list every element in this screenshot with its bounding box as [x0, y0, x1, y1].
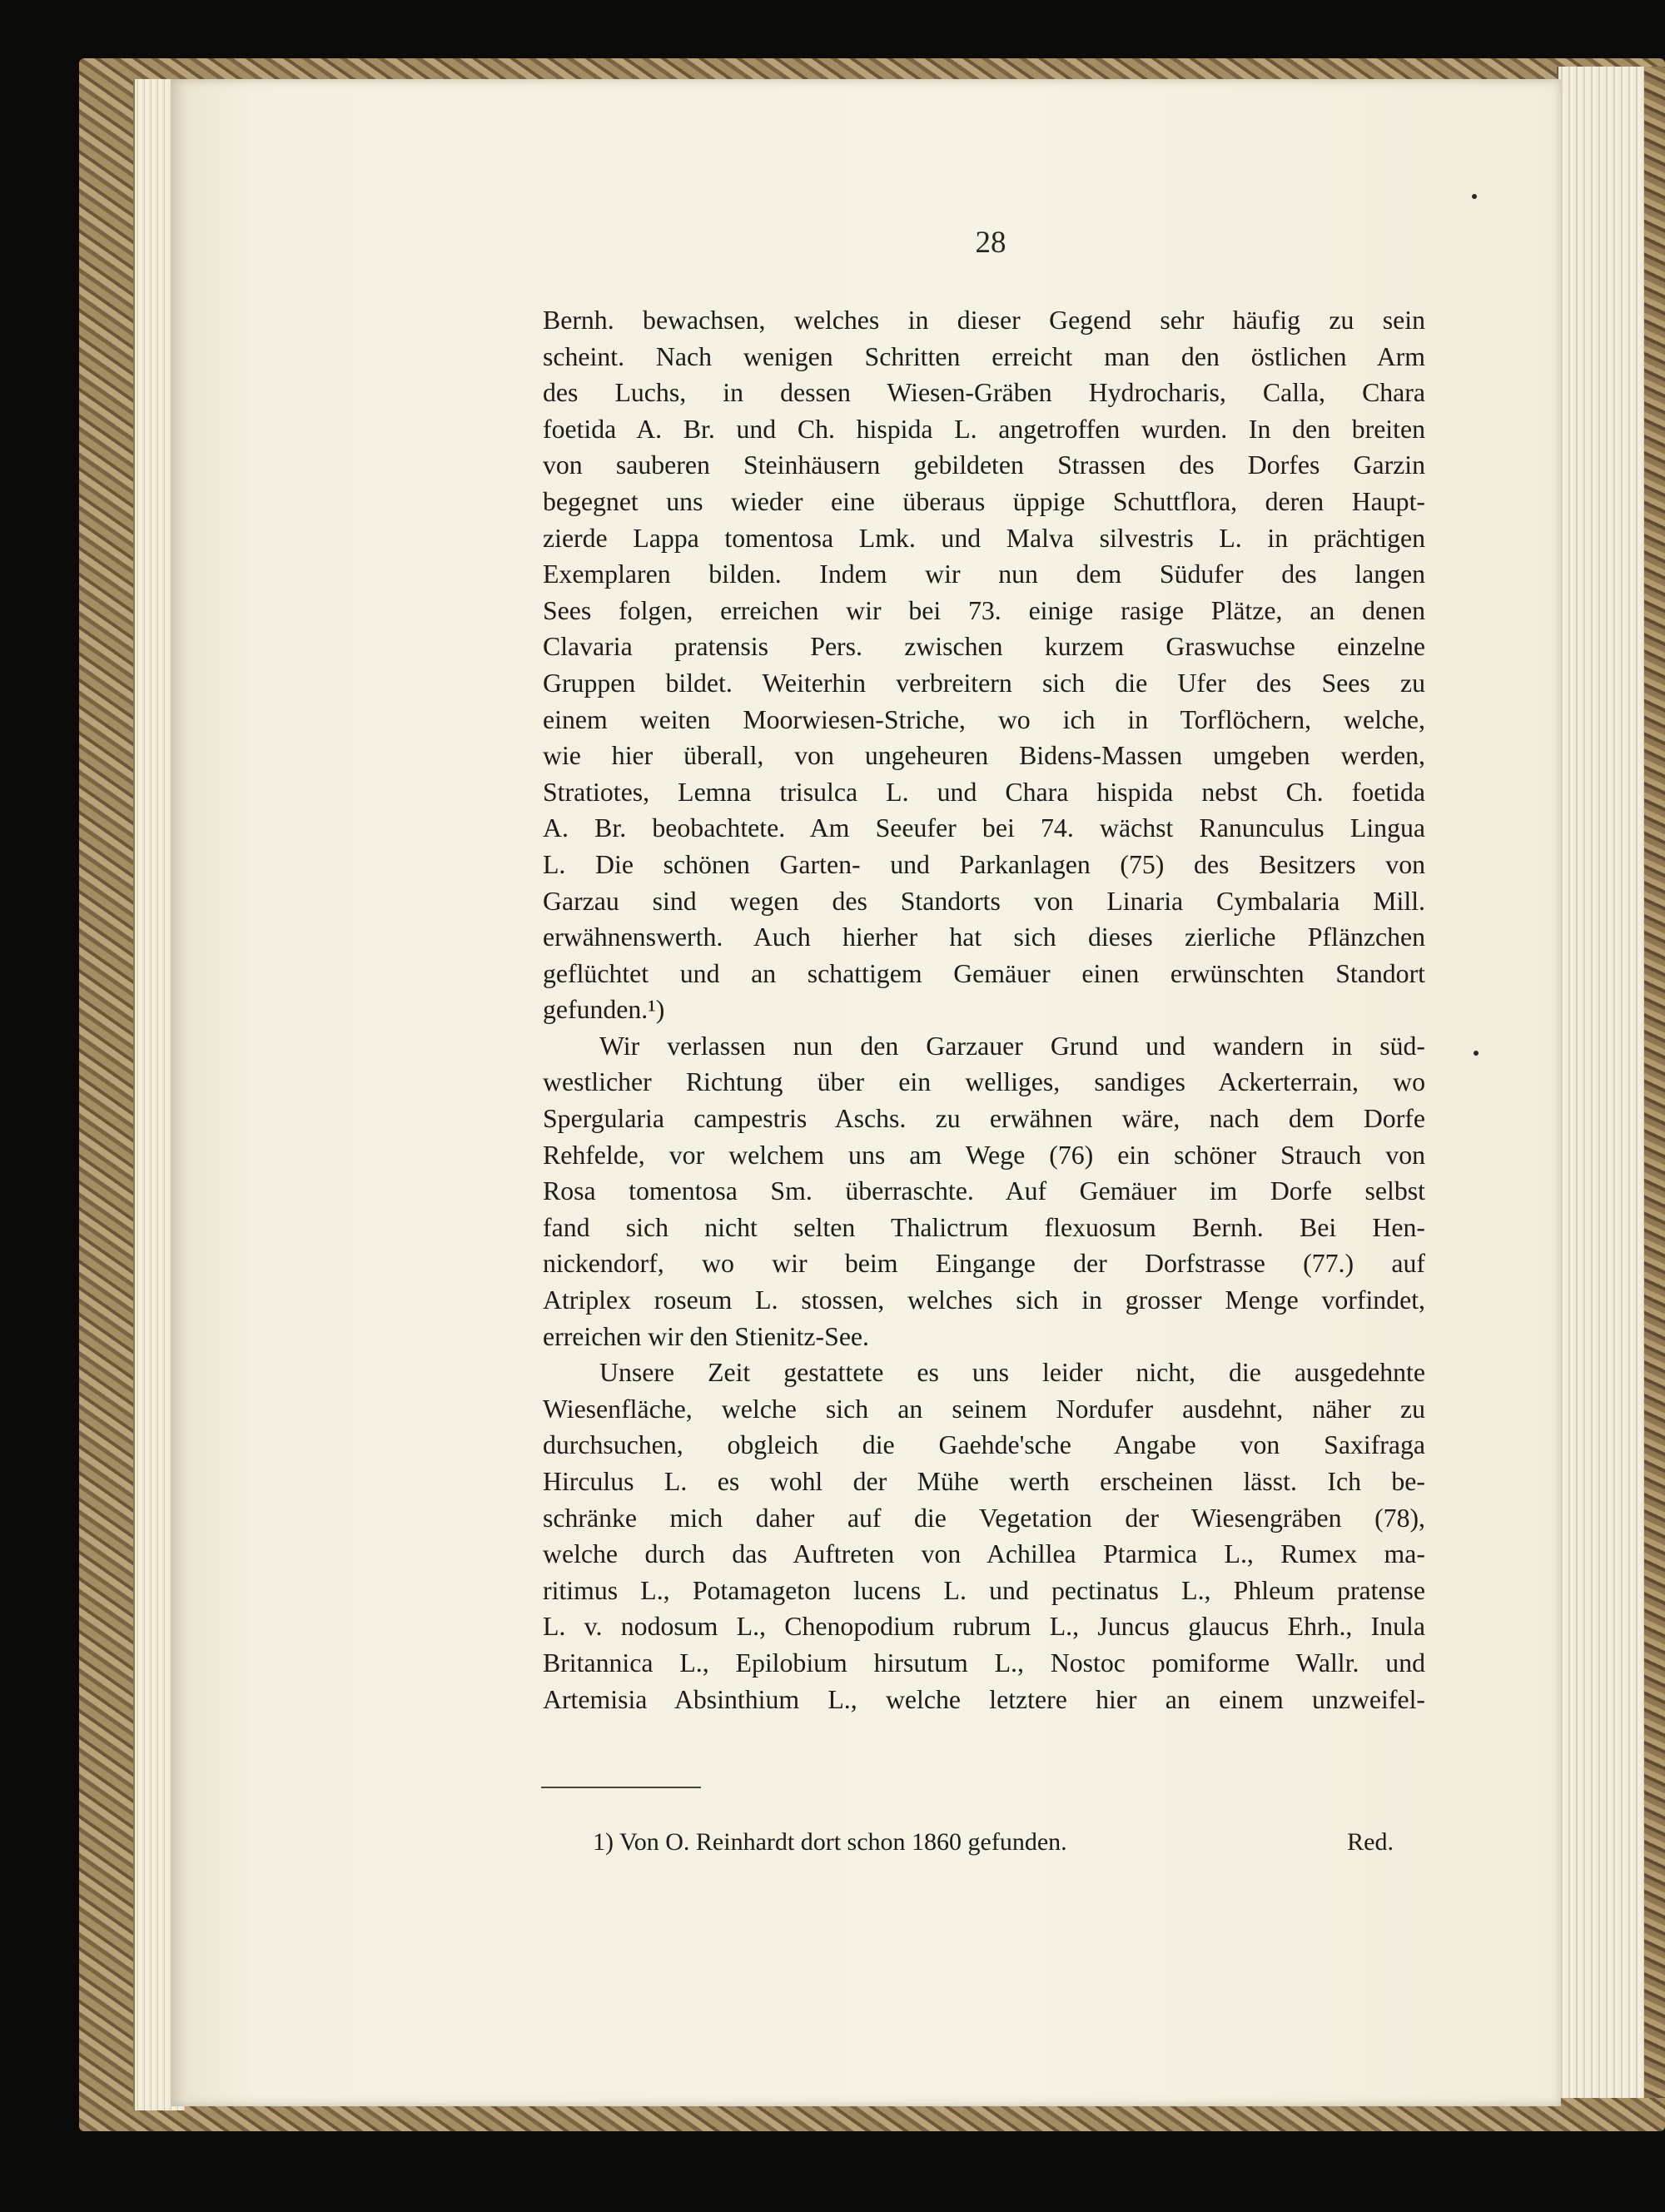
- text-line: Atriplex roseum L. stossen, welches sich in grosser Menge vorfindet,: [543, 1285, 1425, 1315]
- text-line: Wir verlassen nun den Garzauer Grund und wandern in süd-: [599, 1031, 1425, 1061]
- text-line: Artemisia Absinthium L., welche letztere hier an einem unzweifel-: [543, 1684, 1425, 1714]
- text-line: Clavaria pratensis Pers. zwischen kurzem Graswuchse einzelne: [543, 632, 1425, 662]
- text-line: Rehfelde, vor welchem uns am Wege (76) ein schöner Strauch von: [543, 1140, 1425, 1170]
- text-line: Unsere Zeit gestattete es uns leider nicht, die ausgedehnte: [599, 1358, 1425, 1388]
- text-line: Spergularia campestris Aschs. zu erwähnen wäre, nach dem Dorfe: [543, 1104, 1425, 1134]
- footnote-divider: [541, 1787, 701, 1788]
- body-text: [543, 302, 1425, 1717]
- text-line: scheint. Nach wenigen Schritten erreicht man den östlichen Arm: [543, 341, 1425, 371]
- cover-edge-right: [1644, 67, 1665, 2098]
- text-line: fand sich nicht selten Thalictrum flexuosum Bernh. Bei Hen-: [543, 1212, 1425, 1242]
- text-line: nickendorf, wo wir beim Eingange der Dorfstrasse (77.) auf: [543, 1249, 1425, 1279]
- text-line: Exemplaren bilden. Indem wir nun dem Südufer des langen: [543, 559, 1425, 589]
- text-line: des Luchs, in dessen Wiesen-Gräben Hydrocharis, Calla, Chara: [543, 378, 1425, 408]
- text-line: foetida A. Br. und Ch. hispida L. angetroffen wurden. In den breiten: [543, 414, 1425, 444]
- text-line: begegnet uns wieder eine überaus üppige Schuttflora, deren Haupt-: [543, 486, 1425, 516]
- footnote: [593, 1828, 1394, 1857]
- text-line: westlicher Richtung über ein welliges, sandiges Ackerterrain, wo: [543, 1067, 1425, 1097]
- text-line: durchsuchen, obgleich die Gaehde'sche Angabe von Saxifraga: [543, 1430, 1425, 1460]
- footnote-attribution: Red.: [1347, 1828, 1394, 1856]
- text-line: Rosa tomentosa Sm. überraschte. Auf Gemäuer im Dorfe selbst: [543, 1176, 1425, 1206]
- page-number: 28: [975, 226, 1006, 260]
- text-line: geflüchtet und an schattigem Gemäuer einen erwünschten Standort: [543, 958, 1425, 988]
- text-line: Stratiotes, Lemna trisulca L. und Chara hispida nebst Ch. foetida: [543, 777, 1425, 807]
- text-line: L. v. nodosum L., Chenopodium rubrum L., Juncus glaucus Ehrh., Inula: [543, 1612, 1425, 1642]
- text-line: wie hier überall, von ungeheuren Bidens-Massen umgeben werden,: [543, 741, 1425, 771]
- text-line: Britannica L., Epilobium hirsutum L., Nostoc pomiforme Wallr. und: [543, 1648, 1425, 1678]
- text-line: erreichen wir den Stienitz-See.: [543, 1321, 869, 1351]
- text-line: A. Br. beobachtete. Am Seeufer bei 74. wächst Ranunculus Lingua: [543, 813, 1425, 843]
- text-line: ritimus L., Potamageton lucens L. und pectinatus L., Phleum pratense: [543, 1575, 1425, 1605]
- text-line: L. Die schönen Garten- und Parkanlagen (75) des Besitzers von: [543, 849, 1425, 879]
- text-line: Garzau sind wegen des Standorts von Linaria Cymbalaria Mill.: [543, 886, 1425, 916]
- text-line: gefunden.¹): [543, 995, 665, 1025]
- footnote-text: 1) Von O. Reinhardt dort schon 1860 gefunden.: [593, 1828, 1067, 1856]
- text-line: von sauberen Steinhäusern gebildeten Strassen des Dorfes Garzin: [543, 450, 1425, 480]
- text-line: einem weiten Moorwiesen-Striche, wo ich in Torflöchern, welche,: [543, 704, 1425, 734]
- text-line: Gruppen bildet. Weiterhin verbreitern sich die Ufer des Sees zu: [543, 668, 1425, 698]
- text-line: Wiesenfläche, welche sich an seinem Nordufer ausdehnt, näher zu: [543, 1394, 1425, 1424]
- text-line: schränke mich daher auf die Vegetation der Wiesengräben (78),: [543, 1503, 1425, 1533]
- text-line: erwähnenswerth. Auch hierher hat sich dieses zierliche Pflänzchen: [543, 922, 1425, 952]
- text-line: Sees folgen, erreichen wir bei 73. einige rasige Plätze, an denen: [543, 595, 1425, 625]
- page-speck: [1474, 1051, 1479, 1056]
- text-line: welche durch das Auftreten von Achillea Ptarmica L., Rumex ma-: [543, 1539, 1425, 1569]
- text-line: Bernh. bewachsen, welches in dieser Gegend sehr häufig zu sein: [543, 306, 1425, 335]
- text-line: zierde Lappa tomentosa Lmk. und Malva silvestris L. in prächtigen: [543, 523, 1425, 553]
- text-line: Hirculus L. es wohl der Mühe werth erscheinen lässt. Ich be-: [543, 1467, 1425, 1496]
- page-speck: [1472, 194, 1477, 199]
